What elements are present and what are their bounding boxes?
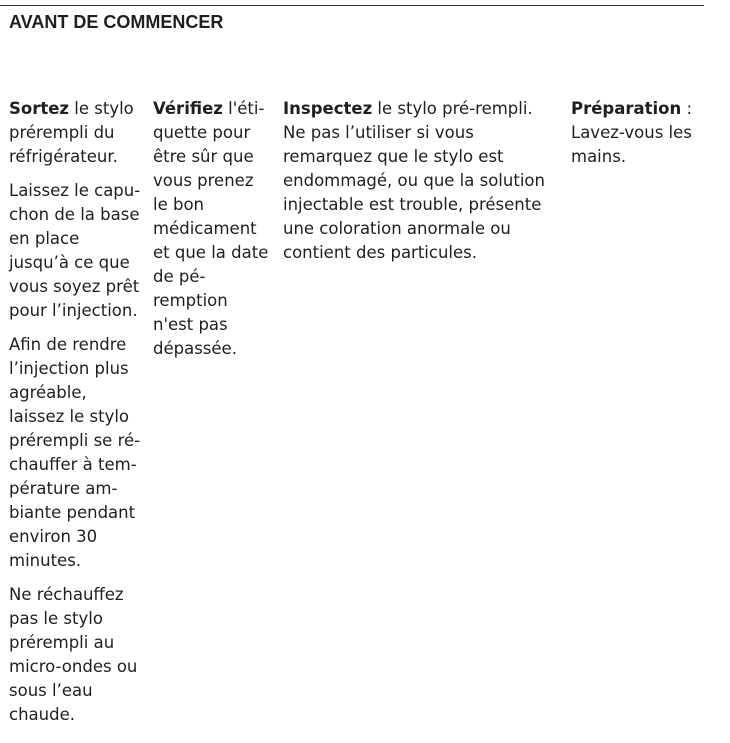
step-paragraph [9, 97, 141, 169]
step-keyword: Sortez [9, 99, 70, 118]
step-text: le stylo pré-rempli. Ne pas l’utiliser si vous remarquez que le stylo est endommagé, ou que la solution injectable est trouble, présente une coloration anormale ou contient des particules. [283, 99, 545, 262]
step-text: Afin de rendre l’injection plus agréable, laissez le stylo prérempli se réchauffer à température ambiante pendant environ 30 minutes. [9, 335, 141, 570]
step-text: Laissez le capuchon de la base en place jusqu’à ce que vous soyez prêt pour l’injection. [9, 181, 141, 320]
step-text: : Lavez-vous les mains. [571, 99, 693, 166]
step-paragraph [9, 179, 141, 323]
step-paragraph [153, 97, 271, 361]
step-remove-pen [9, 97, 141, 737]
step-preparation [571, 97, 721, 179]
step-text: le stylo prérempli du réfrigérateur. [9, 99, 134, 166]
top-divider [0, 5, 704, 6]
step-paragraph [9, 333, 141, 573]
step-keyword: Vérifiez [153, 99, 223, 118]
step-paragraph [571, 97, 721, 169]
step-text: Ne réchauffez pas le stylo prérempli au micro-ondes ou sous l’eau chaude. [9, 585, 138, 724]
step-check-label [153, 97, 271, 371]
step-text: l'étiquette pour être sûr que vous prenez le bon médicament et que la date de péremption n'est pas dépassée. [153, 99, 269, 358]
step-paragraph [9, 583, 141, 727]
section-title: AVANT DE COMMENCER [9, 12, 224, 32]
step-keyword: Inspectez [283, 99, 373, 118]
step-keyword: Préparation [571, 99, 682, 118]
step-paragraph [283, 97, 558, 265]
step-inspect-pen [283, 97, 558, 275]
